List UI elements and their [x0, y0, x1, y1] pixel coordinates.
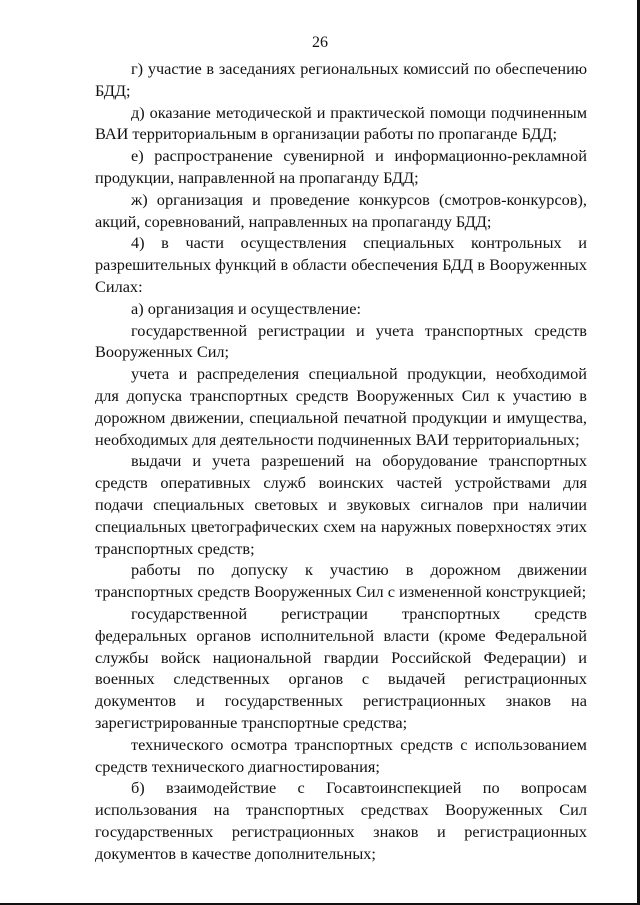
- paragraph-b: б) взаимодействие с Госавтоинспекцией по вопросам использования на транспортных средствах Вооруженных Сил государственных регистрационных знаков и регистрационных документов в качестве дополнительных;: [95, 778, 587, 863]
- paragraph-federal-registration: государственной регистрации транспортных средств федеральных органов исполнительной власти (кроме Федеральной службы войск национальной гвардии Российской Федерации) и военных следственных органов с выдачей регистрационных документов и государственных регистрационных знаков на зарегистрированные транспортные средства;: [95, 603, 587, 732]
- paragraph-modified-vehicles: работы по допуску к участию в дорожном движении транспортных средств Вооруженных Сил с измененной конструкцией;: [95, 560, 587, 602]
- page-number: 26: [312, 34, 328, 51]
- paragraph-d: д) оказание методической и практической помощи подчиненным ВАИ территориальным в организации работы по пропаганде БДД;: [95, 102, 587, 144]
- paragraph-zh: ж) организация и проведение конкурсов (смотров-конкурсов), акций, соревнований, направленных на пропаганду БДД;: [95, 189, 587, 231]
- paragraph-permits: выдачи и учета разрешений на оборудование транспортных средств оперативных служб воинских частей устройствами для подачи специальных световых и звуковых сигналов при наличии специальных цветографических схем на наружных поверхностях этих транспортных средств;: [95, 451, 587, 558]
- paragraph-a: а) организация и осуществление:: [131, 298, 361, 318]
- paragraph-inspection: технического осмотра транспортных средств с использованием средств технического диагностирования;: [95, 734, 587, 776]
- document-body: [95, 58, 587, 864]
- paragraph-e: е) распространение сувенирной и информационно-рекламной продукции, направленной на пропаганду БДД;: [95, 146, 587, 187]
- paragraph-g: г) участие в заседаниях региональных комиссий по обеспечению БДД;: [95, 59, 587, 100]
- paragraph-4: 4) в части осуществления специальных контрольных и разрешительных функций в области обеспечения БДД в Вооруженных Силах:: [95, 233, 587, 296]
- paragraph-registration: государственной регистрации и учета транспортных средств Вооруженных Сил;: [95, 320, 587, 362]
- paragraph-distribution: учета и распределения специальной продукции, необходимой для допуска транспортных средств Вооруженных Сил к участию в дорожном движении, специальной печатной продукции и имущества, необходимых для деятельности подчиненных ВАИ территориальных;: [95, 364, 587, 449]
